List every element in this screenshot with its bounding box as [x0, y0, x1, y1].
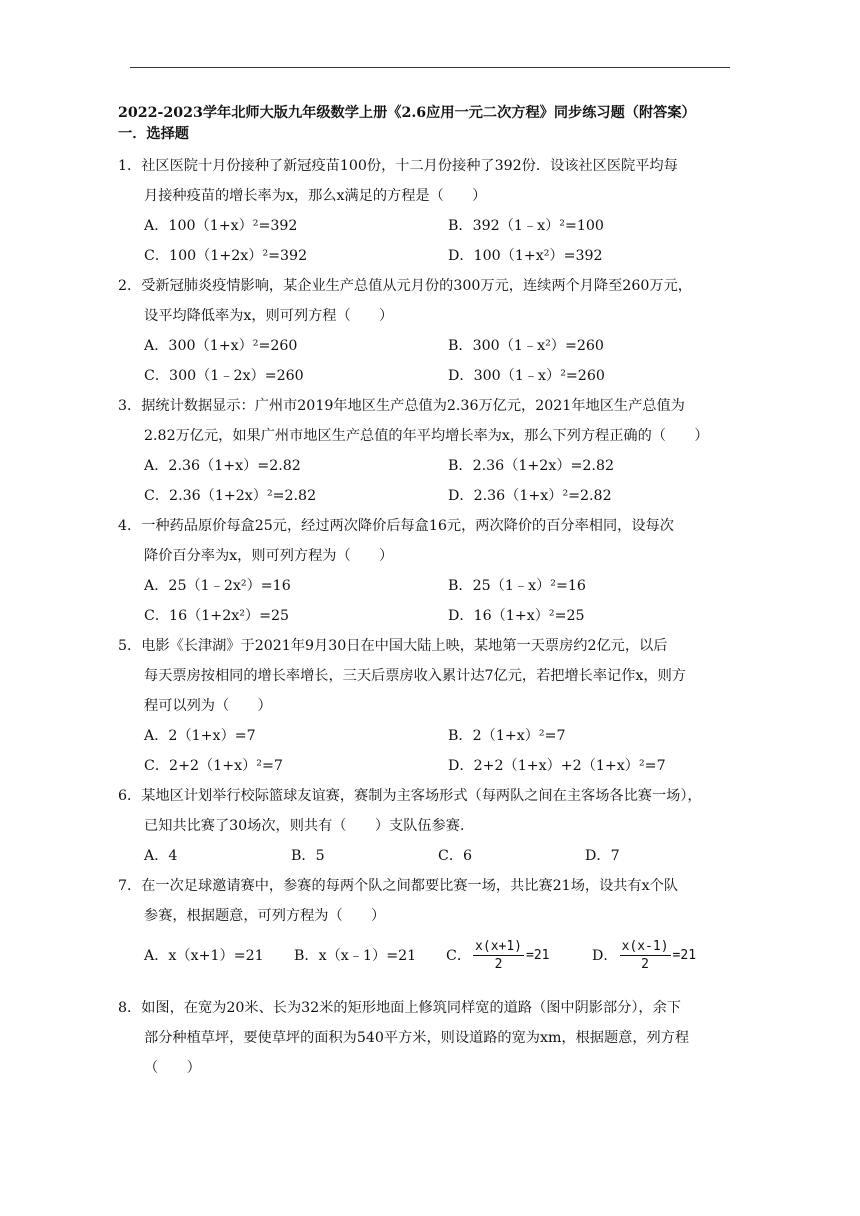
- section-heading: 一．选择题: [118, 126, 189, 142]
- question-2: [118, 271, 738, 391]
- option-a: A．300（1+x）²=260: [144, 338, 298, 354]
- option-b: B．25（1﹣x）²=16: [448, 578, 586, 594]
- question-3: [118, 391, 738, 511]
- option-d: D．7: [585, 848, 620, 864]
- option-b: B．5: [291, 848, 325, 864]
- option-c: C．16（1+2x²）=25: [144, 608, 290, 624]
- option-b: B．x（x﹣1）=21: [294, 948, 417, 964]
- fraction: [620, 939, 671, 972]
- fraction-denominator: 2: [494, 956, 503, 972]
- options-row: [118, 601, 738, 631]
- option-label: C．: [446, 948, 472, 964]
- question-text: 4．一种药品原价每盒25元，经过两次降价后每盒16元，两次降价的百分率相同，设每次: [118, 518, 674, 534]
- options-row: [118, 241, 738, 271]
- question-text: 2．受新冠肺炎疫情影响，某企业生产总值从元月份的300万元，连续两个月降至260万元，: [118, 278, 692, 294]
- options-row: [118, 933, 738, 977]
- question-text: （ ）: [144, 1060, 201, 1076]
- question-text: 月接种疫苗的增长率为x，那么x满足的方程是（ ）: [144, 188, 487, 204]
- option-d: D．2+2（1+x）+2（1+x）²=7: [448, 758, 666, 774]
- option-a: A．100（1+x）²=392: [144, 218, 298, 234]
- question-text: 8．如图，在宽为20米、长为32米的矩形地面上修筑同样宽的道路（图中阴影部分），余下: [118, 1000, 681, 1016]
- option-d: D．300（1﹣x）²=260: [448, 368, 605, 384]
- question-5: [118, 631, 738, 781]
- question-text: 3．据统计数据显示：广州市2019年地区生产总值为2.36万亿元，2021年地区生产总值为: [118, 398, 685, 414]
- option-a: A．2（1+x）=7: [144, 728, 256, 744]
- option-c: C．300（1﹣2x）=260: [144, 368, 304, 384]
- fraction: [473, 939, 524, 972]
- option-c: C．2+2（1+x）²=7: [144, 758, 283, 774]
- question-8: [118, 993, 738, 1083]
- options-row: [118, 721, 738, 751]
- question-text: 2.82万亿元，如果广州市地区生产总值的年平均增长率为x，那么下列方程正确的（ ）: [144, 428, 709, 444]
- option-c: [446, 939, 592, 972]
- question-text: 已知共比赛了30场次，则共有（ ）支队伍参赛．: [144, 818, 475, 834]
- question-text: 6．某地区计划举行校际篮球友谊赛，赛制为主客场形式（每两队之间在主客场各比赛一场），: [118, 788, 702, 804]
- option-b: B．2.36（1+2x）=2.82: [448, 458, 614, 474]
- option-d: D．16（1+x）²=25: [448, 608, 585, 624]
- options-row: [118, 841, 738, 871]
- options-row: [118, 481, 738, 511]
- option-a: A．2.36（1+x）=2.82: [144, 458, 301, 474]
- fraction-numerator: x(x-1): [621, 938, 669, 954]
- options-row: [118, 451, 738, 481]
- option-d: D．100（1+x²）=392: [448, 248, 603, 264]
- document-title: 2022-2023学年北师大版九年级数学上册《2.6应用一元二次方程》同步练习题（附答案）: [118, 105, 696, 121]
- option-a: A．4: [144, 848, 178, 864]
- equation-rhs: =21: [526, 947, 550, 963]
- question-6: [118, 781, 738, 871]
- options-row: [118, 751, 738, 781]
- question-text: 设平均降低率为x，则可列方程（ ）: [144, 308, 394, 324]
- option-a: A．25（1﹣2x²）=16: [144, 578, 291, 594]
- option-label: D．: [592, 948, 618, 964]
- question-text: 参赛，根据题意，可列方程为（ ）: [144, 908, 386, 924]
- option-b: B．2（1+x）²=7: [448, 728, 566, 744]
- question-text: 程可以列为（ ）: [144, 698, 272, 714]
- option-c: C．6: [438, 848, 473, 864]
- option-b: B．300（1﹣x²）=260: [448, 338, 604, 354]
- option-d: D．2.36（1+x）²=2.82: [448, 488, 612, 504]
- option-d: [592, 939, 696, 972]
- fraction-denominator: 2: [641, 956, 649, 972]
- question-1: [118, 151, 738, 271]
- option-b: B．392（1﹣x）²=100: [448, 218, 604, 234]
- option-c: C．100（1+2x）²=392: [144, 248, 308, 264]
- options-row: [118, 211, 738, 241]
- question-4: [118, 511, 738, 631]
- options-row: [118, 571, 738, 601]
- option-c: C．2.36（1+2x）²=2.82: [144, 488, 317, 504]
- question-text: 部分种植草坪，要使草坪的面积为540平方米，则设道路的宽为xm，根据题意，列方程: [144, 1030, 690, 1046]
- option-a: A．x（x+1）=21: [144, 948, 264, 964]
- options-row: [118, 331, 738, 361]
- question-text: 每天票房按相同的增长率增长，三天后票房收入累计达7亿元，若把增长率记作x，则方: [144, 668, 686, 684]
- fraction-numerator: x(x+1): [475, 938, 523, 954]
- question-text: 降价百分率为x，则可列方程为（ ）: [144, 548, 394, 564]
- question-text: 5．电影《长津湖》于2021年9月30日在中国大陆上映，某地第一天票房约2亿元，以后: [118, 638, 668, 654]
- options-row: [118, 361, 738, 391]
- question-text: 1．社区医院十月份接种了新冠疫苗100份，十二月份接种了392份．设该社区医院平均每: [118, 158, 678, 174]
- equation-rhs: =21: [672, 947, 697, 963]
- header-rule: [130, 67, 730, 68]
- question-7: [118, 871, 738, 977]
- question-text: 7．在一次足球邀请赛中，参赛的每两个队之间都要比赛一场，共比赛21场，设共有x个队: [118, 878, 679, 894]
- document-body: [118, 103, 738, 1083]
